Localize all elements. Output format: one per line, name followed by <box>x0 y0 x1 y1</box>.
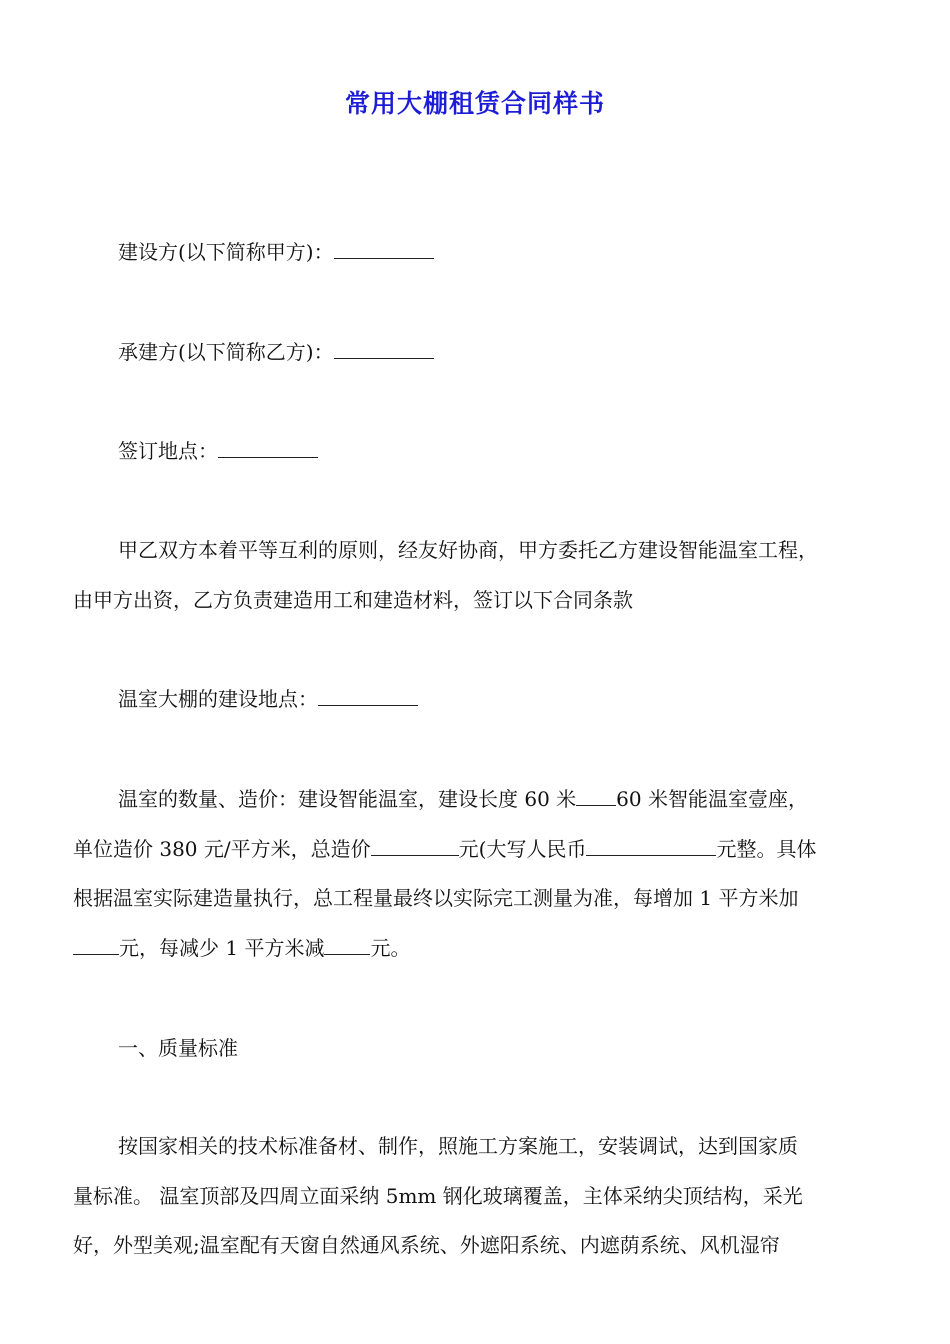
signing-place-label: 签订地点： <box>118 439 218 463</box>
quantity-line-2 <box>73 839 883 859</box>
section-1-heading: 一、质量标准 <box>118 1036 238 1060</box>
site-blank <box>318 689 418 706</box>
party-b-line <box>118 342 883 362</box>
quantity-text-4b: 元。 <box>370 936 411 960</box>
signing-place-blank <box>218 441 318 458</box>
intro-line-2: 由甲方出资，乙方负责建造用工和建造材料，签订以下合同条款 <box>73 588 633 612</box>
signing-place-line <box>118 441 883 461</box>
quantity-line-1 <box>118 789 883 809</box>
quality-line-3: 好，外型美观;温室配有天窗自然通风系统、外遮阳系统、内遮荫系统、风机湿帘 <box>73 1233 780 1257</box>
quality-line-1: 按国家相关的技术标准备材、制作，照施工方案施工，安装调试，达到国家质 <box>118 1134 798 1158</box>
document-title: 常用大棚租赁合同样书 <box>344 89 605 118</box>
quantity-blank-1 <box>576 789 616 806</box>
site-line <box>118 689 883 709</box>
site-label: 温室大棚的建设地点： <box>118 687 318 711</box>
quantity-text-2b: 元(大写人民币 <box>458 837 587 861</box>
quantity-text-2a: 单位造价 380 元/平方米，总造价 <box>73 837 371 861</box>
quantity-text-2c: 元整。具体 <box>716 837 817 861</box>
total-price-blank <box>371 839 459 856</box>
quantity-text-4a: 元，每减少 1 平方米减 <box>119 936 325 960</box>
quality-line-2: 量标准。 温室顶部及四周立面采纳 5mm 钢化玻璃覆盖，主体采纳尖顶结构，采光 <box>73 1184 803 1208</box>
total-price-words-blank <box>586 839 716 856</box>
party-b-label: 承建方(以下简称乙方)： <box>118 340 334 364</box>
decrease-price-blank <box>324 938 370 955</box>
party-a-blank <box>334 242 434 259</box>
quantity-line-4 <box>73 938 883 958</box>
party-a-label: 建设方(以下简称甲方)： <box>118 240 334 264</box>
party-b-blank <box>334 342 434 359</box>
increase-price-blank <box>73 938 119 955</box>
intro-line-1: 甲乙双方本着平等互利的原则，经友好协商，甲方委托乙方建设智能温室工程， <box>118 538 818 562</box>
party-a-line <box>118 242 883 262</box>
quantity-text-1b: 60 米智能温室壹座， <box>616 787 808 811</box>
quantity-text-1a: 温室的数量、造价：建设智能温室，建设长度 60 米 <box>118 787 577 811</box>
quantity-line-3: 根据温室实际建造量执行，总工程量最终以实际完工测量为准，每增加 1 平方米加 <box>73 886 799 910</box>
